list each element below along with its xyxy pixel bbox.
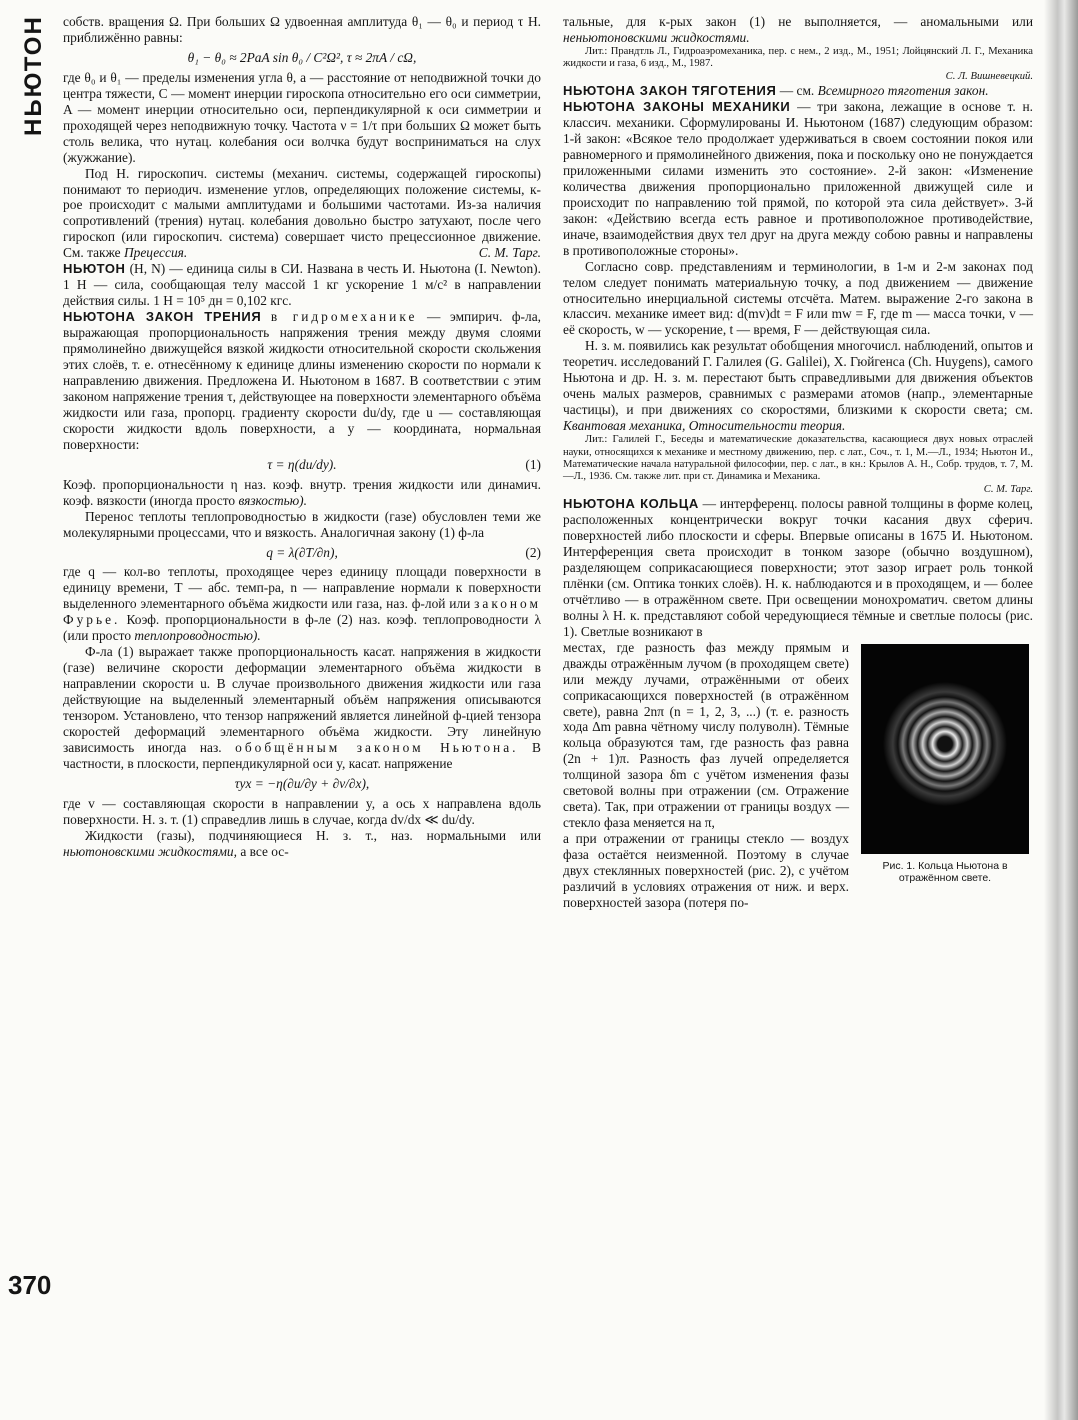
spaced-text: обобщённым законом Ньютона.: [235, 739, 519, 755]
paragraph: местах, где разность фаз между прямым и дважды отражённым лучом (в проходящем свете) или между лучами, отражёнными от обеих соприкасающихся поверхностей (в отражённом свете), равна 2nπ (n = 1, 2, 3, ...) (т. е. разность хода Δm равна чётному числу полуволн). Тёмные кольца образуются там, где разность фаз равна (2n + 1)π. Разность фаз лучей определяется толщиной зазора δm с учётом изменения фазы световой волны при отражении (см. Отражение света). Так, при отражении от границы воздух — стекло фаза меняется на π,: [563, 639, 849, 831]
literature: Лит.: Галилей Г., Беседы и математические доказательства, касающиеся двух новых отраслей науки, относящихся к механике и местному движению, пер. с лат., Соч., т. 1, М.—Л., 1934; Ньютон И., Математические начала натуральной философии, пер. с лат., в кн.: Крылов А. Н., Собр. трудов, т. 7, М.—Л., 1936. См. также лит. при ст. Динамика и Механика.: [563, 434, 1033, 483]
figure-1: [857, 644, 1033, 884]
entry-gravitation-law: [563, 83, 1033, 99]
entry-heading: НЬЮТОНА ЗАКОНЫ МЕХАНИКИ: [563, 99, 791, 115]
entry-text: — интерференц. полосы равной толщины в форме колец, расположенных концентрически вокруг точки касания двух сферич. поверхностей либо плоскости и сферы. Впервые описаны в 1675 И. Ньютоном. Интерференция света происходит в тонком зазоре (обычно воздушном), разделяющем соприкасающиеся поверхности; этот зазор играет роль тонкой плёнки (см. Оптика тонких слоёв). Н. к. наблюдаются и в проходящем, и — более отчётливо — в отражённом свете. При освещении монохроматич. светом длины волны λ Н. к. представляют собой чередующиеся тёмные и светлые полосы (рис. 1). Светлые возникают в: [563, 496, 1033, 639]
entry-text: — три закона, лежащие в основе т. н. классич. механики. Сформулированы И. Ньютоном (1687) следующим образом: 1-й закон: «Всякое тело продолжает удерживаться в своем состоянии покоя или равномерного и прямолинейного движения, пока и поскольку оно не понуждается приложенными силами изменить это состояние». 2-й закон: «Изменение количества движения пропорционально приложенной движущей силе и происходит по направлению той прямой, по которой эта сила действует». 3-й закон: «Действию всегда есть равное и противоположное противодействие, иначе, взаимодействия двух тел друг на друга между собою равны и направлены в противоположные стороны».: [563, 99, 1033, 258]
cross-reference-link[interactable]: Квантовая механика, Относительности теория.: [563, 418, 846, 434]
entry-heading: НЬЮТОНА ЗАКОН ТЯГОТЕНИЯ: [563, 83, 777, 99]
text: а все ос-: [240, 843, 289, 859]
paragraph: [63, 828, 541, 860]
entry-heading: НЬЮТОНА ЗАКОН ТРЕНИЯ: [63, 309, 262, 325]
cross-reference-link[interactable]: Всемирного тяготения закон.: [817, 83, 989, 99]
formula-amplitude: θ₁ − θ₀ ≈ 2PaA sin θ₀ / C²Ω², τ ≈ 2πA / cΩ,: [187, 49, 417, 65]
author-signature: С. Л. Вишневецкий.: [945, 70, 1033, 82]
text: В частности, в плоскости, перпендикулярной оси y, касат. напряжение: [63, 739, 541, 771]
formula-tensor: τyx = −η(∂u/∂y + ∂v/∂x),: [234, 775, 370, 791]
figure-caption: Рис. 1. Кольца Ньютона в отражённом свете.: [882, 859, 1008, 884]
paragraph: [63, 477, 541, 509]
formula-2: [63, 545, 541, 561]
formula-number: (2): [525, 544, 541, 560]
text: Коэф. пропорциональности в ф-ле (2) наз. коэф. теплопроводности λ (или просто: [63, 612, 541, 644]
newton-rings-image: [861, 644, 1029, 854]
entry-heading: НЬЮТОН: [63, 261, 126, 277]
formula-1: [63, 457, 541, 473]
paragraph: а при отражении от границы стекло — воздух фаза остаётся неизменной. Поэтому в случае двух стеклянных поверхностей (рис. 2), с учётом различий в условиях отражения от ниж. и верх. поверхностей зазора (потеря по-: [563, 831, 849, 910]
entry-text: — эмпирич. ф-ла, выражающая пропорциональность напряжения трения между двумя слоями прямолинейно движущейся вязкой жидкости относительной скорости скольжения этих слоёв, т. е. отнесённому к единице длины изменению скорости по нормали к направлению движения. Предложена И. Ньютоном в 1687. В соответствии с этим законом напряжение трения τ, действующее на поверхности элементарного объёма жидкости или газа, пропорц. градиенту скорости du/dy, где u — составляющая скорости жидкости вдоль поверхности, а y — координата, нормальная поверхности:: [63, 309, 541, 452]
paragraph: [63, 564, 541, 644]
entry-text: (Н, N) — единица силы в СИ. Названа в честь И. Ньютона (I. Newton). 1 Н — сила, сообщающая телу массой 1 кг ускорение 1 м/с² в направлении действия силы. 1 Н = 10⁵ дн = 0,102 кгс.: [63, 261, 541, 309]
right-column: [563, 14, 1033, 911]
paragraph: [63, 166, 541, 262]
spaced-text: в гидромеханике: [270, 309, 418, 325]
author-signature: С. М. Тарг.: [983, 483, 1033, 495]
literature: Лит.: Прандтль Л., Гидроаэромеханика, пер. с нем., 2 изд., М., 1951; Лойцянский Л. Г., Механика жидкости и газа, 6 изд., М., 1987.: [563, 45, 1033, 70]
paragraph: где v — составляющая скорости в направлении y, а ось x направлена вдоль поверхности. Н. з. т. (1) справедлив лишь в случае, когда dv/dx ≪ du/dy.: [63, 795, 541, 827]
page-number: 370: [8, 1270, 52, 1300]
text: Под Н. гироскопич. системы (механич. системы, содержащей гироскопы) понимают то периодич. изменение углов, определяющих положение системы, к-рое происходит с малыми амплитудами и большими частотами. Из-за наличия сопротивлений (трения) нутац. колебания довольно быстро затухают, после чего гироскоп (или гироскопич. система) совершает чисто прецессионное движение. См. также: [63, 165, 541, 261]
left-column: [63, 14, 541, 860]
cross-reference-link[interactable]: ньютоновскими жидкостями,: [63, 843, 237, 859]
paragraph: Перенос теплоты теплопроводностью в жидкости (газе) обусловлен теми же молекулярными процессами, что и вязкость. Аналогичная закону (1) ф-ла: [63, 508, 541, 540]
paragraph: [563, 14, 1033, 46]
entry-newton-rings: [563, 496, 1033, 640]
cross-reference-link[interactable]: вязкостью).: [238, 492, 307, 508]
formula-text: q = λ(∂T/∂n),: [266, 544, 338, 560]
cross-reference-link[interactable]: теплопроводностью).: [134, 628, 261, 644]
page-side-title: НЬЮТОН: [20, 15, 47, 136]
entry-heading: НЬЮТОНА КОЛЬЦА: [563, 496, 699, 512]
cross-reference-link[interactable]: неньютоновскими жидкостями.: [563, 29, 750, 45]
scan-edge-shadow: [1044, 0, 1078, 1420]
formula-number: (1): [525, 456, 541, 472]
paragraph: [63, 644, 541, 772]
paragraph: [563, 338, 1033, 434]
author-signature: С. М. Тарг.: [478, 245, 541, 261]
text: Коэф. пропорциональности η наз. коэф. внутр. трения жидкости или динамич. коэф. вязкости (иногда просто: [63, 476, 541, 508]
formula-text: τ = η(du/dy).: [267, 456, 337, 472]
paragraph: собств. вращения Ω. При больших Ω удвоенная амплитуда θ₁ — θ₀ и период τ Н. приближённо равны:: [63, 14, 541, 45]
cross-reference-link[interactable]: Прецессия.: [123, 245, 188, 261]
spaced-text: законом Фурье.: [63, 596, 541, 628]
paragraph: где θ₀ и θ₁ — пределы изменения угла θ, a — расстояние от неподвижной точки до центра тяжести, C — момент инерции гироскопа относительно его оси симметрии, A — момент инерции относительно оси, перпендикулярной к оси симметрии и проходящей через неподвижную точку. Частота ν = 1/τ при больших Ω может быть столь велика, что нутац. колебания оси волчка будут восприниматься на слух (жужжание).: [63, 69, 541, 165]
entry-mechanics-laws: [563, 99, 1033, 259]
text: Ф-ла (1) выражает также пропорциональность касат. напряжения в жидкости (газе) величине скорости деформации элементарного объёма жидкости в направлении скорости u. В случае произвольного движения жидкости или газа действующие на выделенный элементарный объём напряжения описываются тензором. Установлено, что тензор напряжений является линейной ф-цией тензора скоростей деформаций элементарного объёма жидкости. Эту линейную зависимость иногда наз.: [63, 644, 541, 755]
text: Жидкости (газы), подчиняющиеся Н. з. т., наз. нормальными или: [85, 827, 541, 843]
entry-friction-law: [63, 309, 541, 453]
entry-newton: [63, 261, 541, 309]
entry-text: — см.: [779, 83, 815, 99]
text: тальные, для к-рых закон (1) не выполняется, — аномальными или: [563, 14, 1033, 29]
paragraph: Согласно совр. представлениям и терминологии, в 1-м и 2-м законах под телом следует понимать материальную точку, а под движением — движение относительно инерциальной системы отсчёта. Матем. выражение 2-го закона в классич. механике имеет вид: d(mv)dt = F или mw = F, где m — масса точки, v — её скорость, w — ускорение, t — время, F — действующая сила.: [563, 258, 1033, 338]
text: где q — кол-во теплоты, проходящее через единицу площади поверхности в единицу времени, T — абс. темп-ра, n — направление нормали к поверхности выделенного элементарного объёма жидкости или газа, наз. ф-лой или: [63, 564, 541, 612]
text: Н. з. м. появились как результат обобщения многочисл. наблюдений, опытов и теоретич. исследований Г. Галилея (G. Galilei), Х. Гюйгенса (Ch. Huygens), самого Ньютона и др. Н. з. м. перестают быть справедливыми для движения объектов очень малых размеров, сравнимых с размерами атомов (напр., элементарные частицы), и при движениях со скоростями, близкими к скорости света; см.: [563, 338, 1033, 418]
